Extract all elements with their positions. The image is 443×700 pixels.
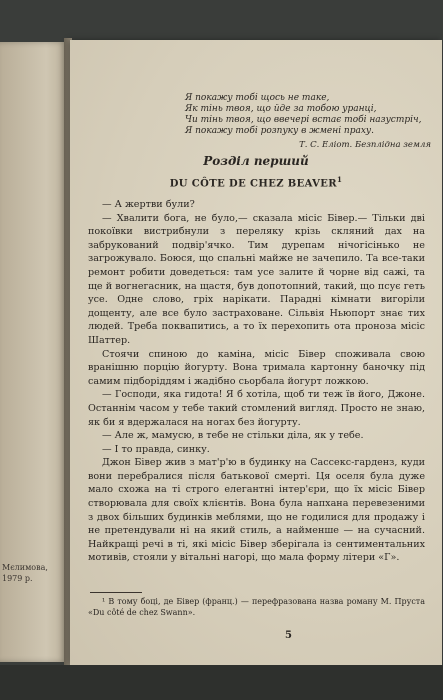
epigraph-line: Як тінь твоя, що йде за тобою уранці,	[185, 104, 377, 114]
epigraph	[185, 93, 435, 151]
epigraph-line: Я покажу тобі щось не таке,	[185, 93, 330, 103]
chapter-title: Розділ перший	[203, 154, 309, 168]
paragraph: — Хвалити бога, не було,— сказала місіс Бівер.— Тільки дві покоївки вистрибнули з переляку крізь скляний дах на забрукований подвір'ячко. Тим дурепам нічогісінько не загрожувало. Боюся, що спальні майже не зачепило. Та все-таки ремонт робити доведеться: там усе залите й чорне від сажі, та ще й вогнегасник, на щастя, був допотопний, такий, що псує геть усе. Одне слово, гріх нарікати. Парадні кімнати вигоріли дощенту, але все було застраховане. Сільвія Ньюпорт знає тих людей. Треба поквапитись, а то їх перехопить ота проноза місіс Шаттер.	[88, 212, 425, 346]
paragraph: Джон Бівер жив з мат'р'ю в будинку на Сассекс-гарденз, куди вони перебралися після батькової смерті. Ця оселя була дуже мало схожа на ті строго елегантні інтер'єри, що їх місіс Бівер створювала для своїх клієнтів. Вона була напхана перевезеними з двох більших будинків меблями, що не годилися для продажу і не претендували ні на який стиль, а найменше — на сучасний. Найкращі речі в ті, які місіс Бівер зберігала із сентиментальних мотивів, стояли у вітальні нагорі, що мала форму літери «Г».	[88, 457, 425, 564]
epigraph-source: Т. С. Еліот. Безплідна земля	[299, 140, 431, 150]
chapter-subtitle	[70, 175, 442, 189]
paragraph: — Але ж, мамусю, в тебе не стільки діла, як у тебе.	[102, 430, 364, 442]
footnote-text: ¹ В тому боці, де Бівер (франц.) — перефразована назва роману М. Пруста «Du côté de chez Swann».	[88, 597, 425, 617]
previous-page-edge	[0, 42, 66, 662]
footnote	[88, 596, 425, 618]
paragraph: — І то правда, синку.	[102, 443, 210, 455]
chapter-body	[88, 198, 425, 565]
footnote-rule	[90, 592, 142, 593]
paragraph: Стоячи спиною до каміна, місіс Бівер споживала свою вранішню порцію йогурту. Вона тримала картонну баночку під самим підборіддям і жадібно сьорбала йогурт ложкою.	[88, 348, 425, 387]
footnote-mark: 1	[337, 175, 343, 184]
paragraph: — Господи, яка гидота! Я б хотіла, щоб ти теж їв його, Джоне. Останнім часом у тебе такий стомлений вигляд. Просто не знаю, як би я вдержалася на ногах без йогурту.	[88, 389, 425, 428]
epigraph-line: Чи тінь твоя, що ввечері встає тобі назустріч,	[185, 115, 422, 125]
paragraph: — А жертви були?	[102, 199, 195, 210]
page-number: 5	[285, 630, 292, 641]
book-page	[70, 40, 442, 665]
epigraph-line: Я покажу тобі розпуку в жмені праху.	[185, 126, 375, 136]
background-surface	[0, 665, 443, 700]
chapter-subtitle-text: DU CÔTE DE CHEZ BEAVER	[169, 178, 337, 190]
previous-page-text: Мєлимова, 1979 р.	[2, 563, 48, 583]
